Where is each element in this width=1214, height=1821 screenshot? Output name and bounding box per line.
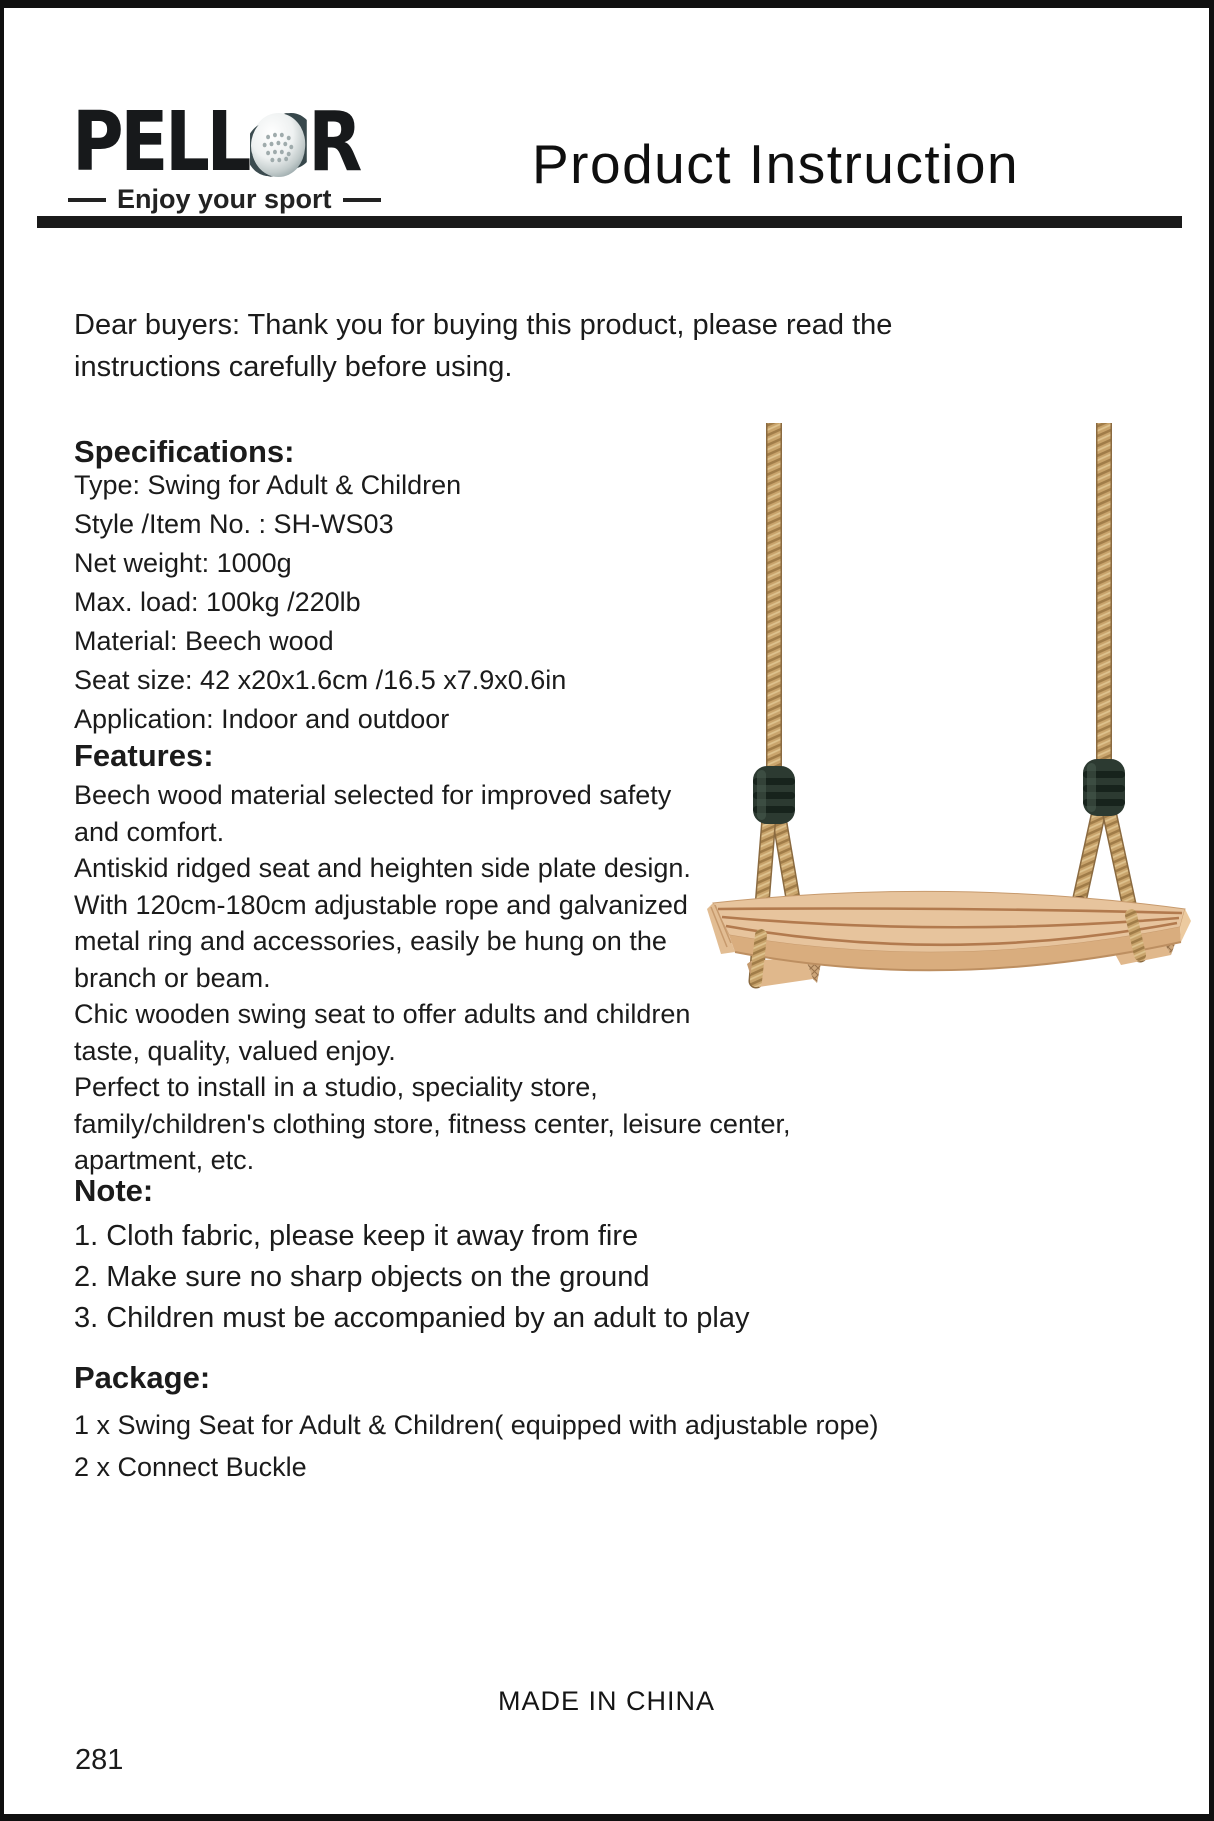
feature-line: With 120cm-180cm adjustable rope and galvanized [74,889,688,920]
brand-tagline [68,184,370,215]
feature-line: and comfort. [74,816,225,847]
note-line: 3. Children must be accompanied by an adult to play [74,1302,750,1334]
intro-line: instructions carefully before using. [74,351,513,383]
package-line: 1 x Swing Seat for Adult & Children( equipped with adjustable rope) [74,1410,879,1440]
page-title: Product Instruction [532,133,1020,195]
made-in-china-label: MADE IN CHINA [497,1686,716,1716]
note-line: 1. Cloth fabric, please keep it away from fire [74,1220,639,1252]
feature-line: Chic wooden swing seat to offer adults and children [74,999,691,1029]
wooden-swing-seat-with-ropes-photo [699,415,1194,1000]
feature-line: apartment, etc. [74,1145,255,1175]
feature-line: Antiskid ridged seat and heighten side plate design. [74,853,691,883]
spec-line: Max. load: 100kg /220lb [74,587,361,617]
feature-line: Perfect to install in a studio, speciality store, [74,1072,598,1102]
intro-paragraph [74,304,892,388]
feature-line: branch or beam. [74,962,271,993]
features-list [74,777,791,1179]
swing-seat [707,891,1191,987]
features-heading: Features: [74,738,214,773]
page-number: 281 [75,1744,124,1776]
brand-logo [72,95,360,190]
brand-name-prefix: PELL [72,95,248,190]
package-list [74,1404,878,1488]
note-list [74,1216,749,1339]
spec-line: Seat size: 42 x20x1.6cm /16.5 x7.9x0.6in [74,665,567,695]
spec-line: Net weight: 1000g [74,548,292,578]
note-heading: Note: [74,1173,154,1208]
note-line: 2. Make sure no sharp objects on the ground [74,1261,650,1293]
golf-ball-logo-icon [250,112,307,178]
package-line: 2 x Connect Buckle [74,1452,307,1482]
tagline-dash-right [343,198,381,202]
spec-line: Material: Beech wood [74,626,334,656]
rope-adjuster-right [1083,759,1125,816]
brand-tagline-text: Enjoy your sport [117,184,332,214]
brand-name-suffix: R [308,95,360,190]
intro-line: Dear buyers: Thank you for buying this product, please read the [74,309,893,341]
header-divider [37,216,1182,228]
spec-line: Application: Indoor and outdoor [74,704,450,734]
spec-line: Style /Item No. : SH-WS03 [74,509,394,539]
specifications-list [74,466,566,739]
feature-line: family/children's clothing store, fitness center, leisure center, [74,1108,791,1139]
feature-line: taste, quality, valued enjoy. [74,1035,396,1066]
feature-line: Beech wood material selected for improved safety [74,780,672,810]
tagline-dash-left [68,198,106,202]
feature-line: metal ring and accessories, easily be hung on the [74,926,667,956]
package-heading: Package: [74,1360,211,1395]
rope-tail-left [756,935,761,981]
specifications-heading: Specifications: [74,434,295,469]
spec-line: Type: Swing for Adult & Children [74,470,462,500]
rope-adjuster-left [753,766,795,824]
